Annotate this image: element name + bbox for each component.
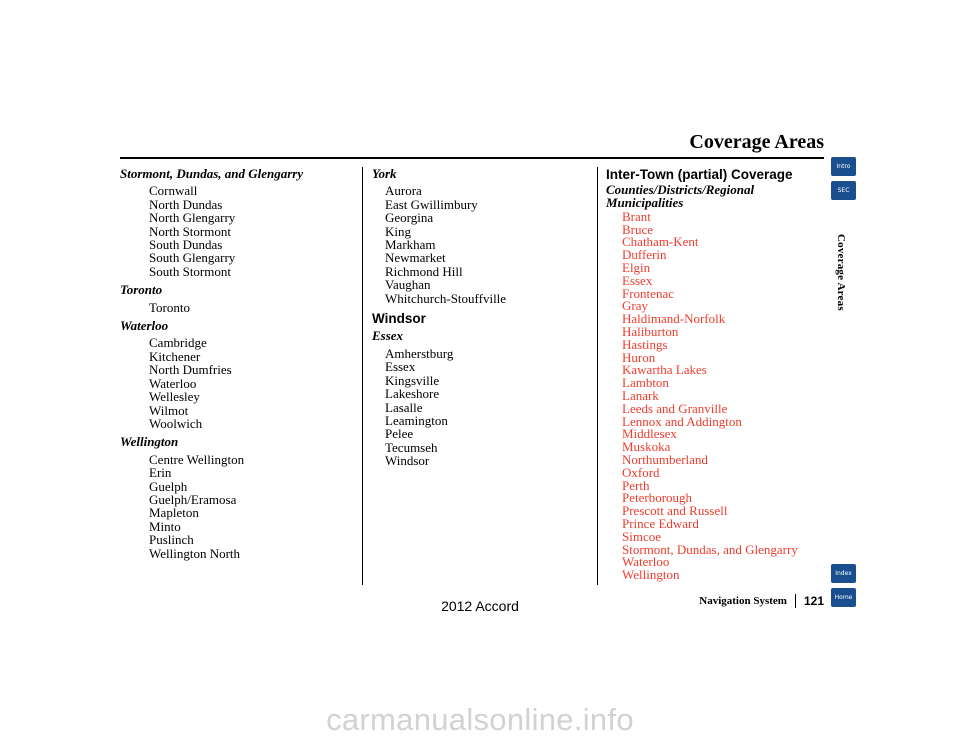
coverage-link[interactable]: Frontenac (622, 285, 674, 301)
coverage-link[interactable]: Simcoe (622, 528, 661, 544)
region-group (120, 319, 355, 430)
list-item: North Dumfries (149, 362, 232, 378)
coverage-link[interactable]: Huron (622, 349, 656, 365)
intro-button[interactable]: Intro (831, 157, 856, 176)
coverage-link[interactable]: Chatham-Kent (622, 234, 699, 250)
list-item: Essex (385, 359, 416, 375)
list-item: South Dundas (149, 237, 223, 253)
column-3 (606, 167, 831, 582)
region-heading: York (372, 166, 397, 181)
coverage-link[interactable]: Muskoka (622, 439, 671, 455)
list-item: Georgina (385, 210, 434, 226)
section-tab-text: Coverage Areas (835, 234, 847, 311)
coverage-link-list (622, 208, 831, 583)
list-item: Wellington North (149, 545, 241, 561)
municipality-list (385, 184, 592, 305)
sec-button[interactable]: SEC (831, 181, 856, 200)
list-item: Wellesley (149, 389, 200, 405)
coverage-link[interactable]: Stormont, Dundas, and Glengarry (622, 541, 798, 557)
coverage-link[interactable]: Prince Edward (622, 515, 699, 531)
coverage-link[interactable]: Lambton (622, 375, 669, 391)
home-button[interactable]: Home (831, 588, 856, 607)
region-group (120, 283, 355, 314)
list-item: Amherstburg (385, 345, 454, 361)
section-heading-inter-town: Inter-Town (partial) Coverage (606, 167, 793, 182)
coverage-link[interactable]: Prescott and Russell (622, 503, 728, 519)
coverage-link[interactable]: Dufferin (622, 247, 667, 263)
list-item: Windsor (385, 453, 430, 469)
list-item: North Stormont (149, 223, 231, 239)
list-item: Guelph (149, 478, 188, 494)
coverage-link[interactable]: Haliburton (622, 323, 679, 339)
coverage-link[interactable]: Wellington (622, 567, 680, 583)
region-heading: Wellington (120, 434, 179, 450)
list-item: Cambridge (149, 335, 207, 351)
footer-brand: Navigation System (699, 595, 787, 607)
list-item: Woolwich (149, 415, 203, 431)
list-item: Markham (385, 237, 436, 253)
list-item: Minto (149, 518, 181, 534)
column-2 (372, 167, 592, 468)
list-item: King (385, 223, 411, 239)
list-item: South Stormont (149, 263, 231, 279)
coverage-link[interactable]: Waterloo (622, 554, 670, 570)
municipality-list (385, 347, 592, 468)
subheading: Municipalities (606, 195, 684, 211)
coverage-link[interactable]: Gray (622, 298, 648, 314)
list-item: Richmond Hill (385, 263, 463, 279)
list-item: Kitchener (149, 348, 201, 364)
region-heading: Stormont, Dundas, and Glengarry (120, 166, 304, 181)
coverage-link[interactable]: Perth (622, 477, 650, 493)
page-number: 121 (803, 594, 824, 608)
list-item: Kingsville (385, 372, 440, 388)
coverage-link[interactable]: Bruce (622, 221, 654, 237)
municipality-list (149, 336, 355, 430)
subheading: Counties/Districts/Regional (606, 182, 755, 197)
region-group (120, 167, 355, 278)
column-divider (597, 167, 598, 585)
watermark: carmanualsonline.info (326, 702, 634, 737)
coverage-link[interactable]: Middlesex (622, 426, 677, 442)
list-item: Leamington (385, 412, 448, 428)
list-item: North Glengarry (149, 210, 236, 226)
coverage-link[interactable]: Hastings (622, 336, 668, 352)
column-1 (120, 167, 355, 560)
list-item: North Dundas (149, 196, 223, 212)
coverage-link[interactable]: Essex (622, 272, 653, 288)
list-item: South Glengarry (149, 250, 236, 266)
coverage-link[interactable]: Lennox and Addington (622, 413, 742, 429)
list-item: Lasalle (385, 399, 423, 415)
coverage-link[interactable]: Elgin (622, 260, 651, 275)
list-item: Centre Wellington (149, 451, 245, 467)
list-item: Erin (149, 465, 172, 481)
section-heading-windsor: Windsor (372, 311, 426, 327)
coverage-link[interactable]: Peterborough (622, 490, 693, 506)
coverage-link[interactable]: Kawartha Lakes (622, 362, 707, 378)
list-item: Toronto (149, 299, 190, 315)
region-heading: Essex (372, 328, 404, 344)
model-label: 2012 Accord (441, 598, 519, 614)
list-item: East Gwillimbury (385, 196, 478, 212)
index-button[interactable]: Index (831, 564, 856, 583)
region-heading: Toronto (120, 282, 163, 298)
list-item: Mapleton (149, 505, 199, 521)
coverage-link[interactable]: Haldimand-Norfolk (622, 311, 726, 327)
coverage-link[interactable]: Oxford (622, 464, 660, 480)
list-item: Wilmot (149, 402, 189, 418)
region-heading: Waterloo (120, 318, 169, 334)
list-item: Guelph/Eramosa (149, 491, 237, 507)
list-item: Aurora (385, 183, 422, 199)
column-divider (362, 167, 363, 585)
municipality-list (149, 184, 355, 278)
title-divider (120, 157, 824, 159)
list-item: Pelee (385, 426, 414, 442)
coverage-link[interactable]: Lanark (622, 387, 659, 403)
list-item: Waterloo (149, 375, 197, 391)
list-item: Vaughan (385, 277, 431, 293)
region-group (372, 329, 592, 467)
list-item: Lakeshore (385, 386, 440, 402)
list-item: Whitchurch-Stouffville (385, 290, 507, 306)
list-item: Cornwall (149, 183, 198, 199)
list-item: Newmarket (385, 250, 446, 266)
coverage-link[interactable]: Northumberland (622, 451, 708, 467)
coverage-link[interactable]: Leeds and Granville (622, 400, 728, 416)
municipality-list (149, 453, 355, 560)
region-group (120, 435, 355, 560)
list-item: Puslinch (149, 532, 194, 548)
list-item: Tecumseh (385, 439, 438, 455)
page-title: Coverage Areas (689, 131, 824, 153)
region-group (372, 167, 592, 305)
municipality-list (149, 301, 355, 314)
coverage-link[interactable]: Brant (622, 208, 651, 224)
